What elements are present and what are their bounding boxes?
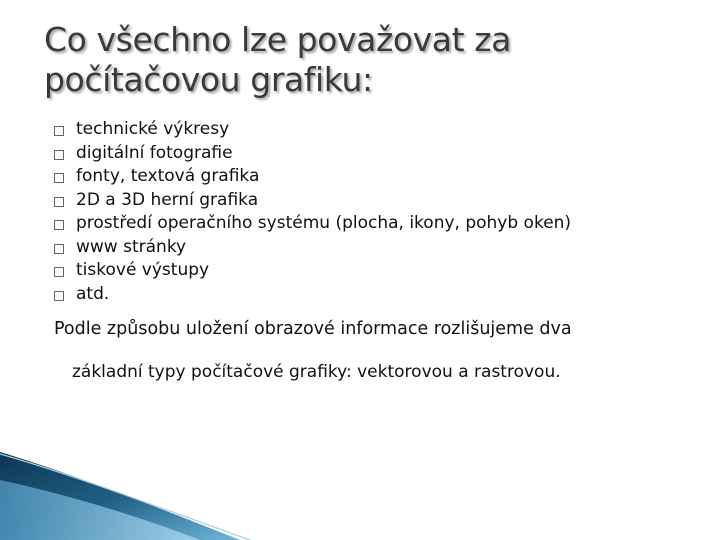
checkbox-bullet-icon (54, 220, 64, 230)
checkbox-bullet-icon (54, 291, 64, 301)
list-item-text: www stránky (76, 236, 187, 257)
decorative-swoosh (0, 440, 260, 540)
list-item (54, 283, 571, 307)
list-item (54, 236, 571, 260)
checkbox-bullet-icon (54, 197, 64, 207)
checkbox-bullet-icon (54, 267, 64, 277)
list-item-text: technické výkresy (76, 119, 230, 139)
list-item (54, 212, 571, 236)
slide-title: Co všechno lze považovat za počítačovou grafiku: (44, 20, 512, 99)
list-item-text: tiskové výstupy (76, 260, 210, 280)
list-item-text: digitální fotografie (76, 142, 233, 163)
end-punctuation: . (555, 362, 561, 382)
list-item-text: prostředí operačního systému (plocha, ikony, pohyb oken) (76, 213, 572, 233)
checkbox-bullet-icon (54, 173, 64, 183)
list-item-text: fonty, textová grafika (76, 166, 260, 186)
paragraph-line-2 (72, 360, 561, 384)
list-item (54, 165, 571, 189)
paragraph-line-1: Podle způsobu uložení obrazové informace rozlišujeme dva (54, 319, 572, 339)
term-vector: vektorovou (357, 362, 453, 382)
list-item (54, 142, 571, 166)
term-raster: rastrovou (474, 362, 556, 382)
bullet-list (54, 118, 571, 306)
list-item (54, 259, 571, 283)
list-item-text: 2D a 3D herní grafika (76, 189, 259, 210)
paragraph-prefix: základní typy počítačové grafiky: (72, 362, 358, 382)
connector-text: a (452, 362, 475, 382)
list-item (54, 118, 571, 142)
checkbox-bullet-icon (54, 126, 64, 136)
checkbox-bullet-icon (54, 244, 64, 254)
list-item (54, 189, 571, 213)
checkbox-bullet-icon (54, 150, 64, 160)
list-item-text: atd. (76, 283, 110, 304)
